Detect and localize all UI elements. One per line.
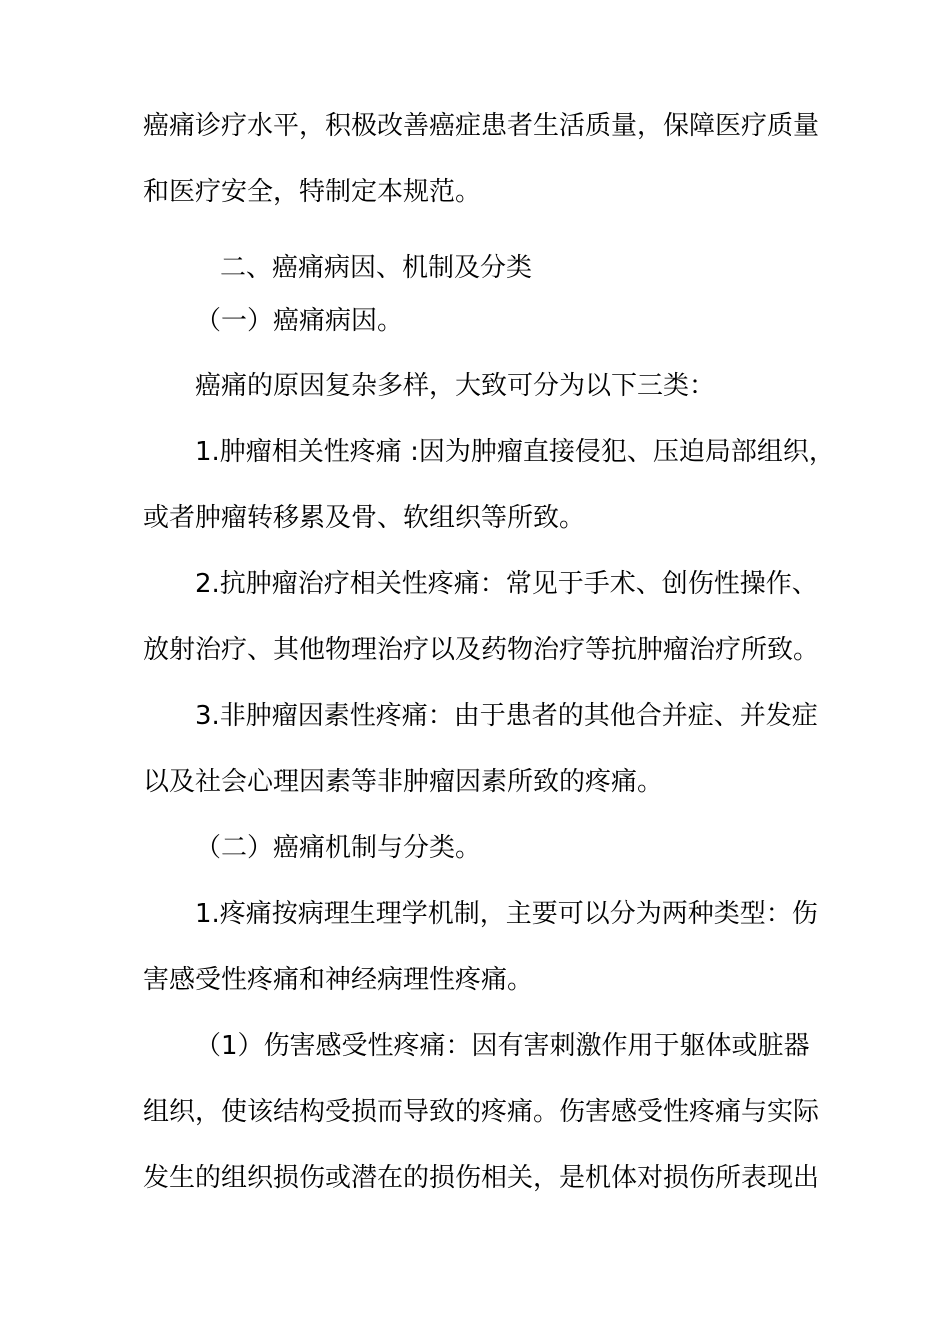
paragraph-line: 或者肿瘤转移累及骨、软组织等所致。	[143, 503, 586, 533]
list-item-line: （1）伤害感受性疼痛：因有害刺激作用于躯体或脏器	[195, 1031, 810, 1061]
list-item-line: 3.非肿瘤因素性疼痛：由于患者的其他合并症、并发症	[195, 701, 818, 731]
paragraph-line: 和医疗安全，特制定本规范。	[143, 177, 482, 207]
subsection-heading: （二）癌痛机制与分类。	[195, 833, 482, 863]
subsection-heading: （一）癌痛病因。	[195, 306, 404, 336]
paragraph-line: 癌痛的原因复杂多样，大致可分为以下三类：	[195, 371, 716, 401]
section-heading: 二、癌痛病因、机制及分类	[220, 253, 533, 283]
list-item-line: 1.疼痛按病理生理学机制，主要可以分为两种类型：伤	[195, 899, 818, 929]
paragraph-line: 放射治疗、其他物理治疗以及药物治疗等抗肿瘤治疗所致。	[143, 635, 820, 665]
list-item-line: 2.抗肿瘤治疗相关性疼痛：常见于手术、创伤性操作、	[195, 569, 818, 599]
list-item-line: 1.肿瘤相关性疼痛 :因为肿瘤直接侵犯、压迫局部组织，	[195, 437, 835, 467]
paragraph-line: 以及社会心理因素等非肿瘤因素所致的疼痛。	[143, 767, 664, 797]
paragraph-line: 癌痛诊疗水平，积极改善癌症患者生活质量，保障医疗质量	[143, 111, 820, 141]
paragraph-line: 发生的组织损伤或潜在的损伤相关，是机体对损伤所表现出	[143, 1163, 820, 1193]
paragraph-line: 害感受性疼痛和神经病理性疼痛。	[143, 965, 534, 995]
paragraph-line: 组织，使该结构受损而导致的疼痛。伤害感受性疼痛与实际	[143, 1097, 820, 1127]
